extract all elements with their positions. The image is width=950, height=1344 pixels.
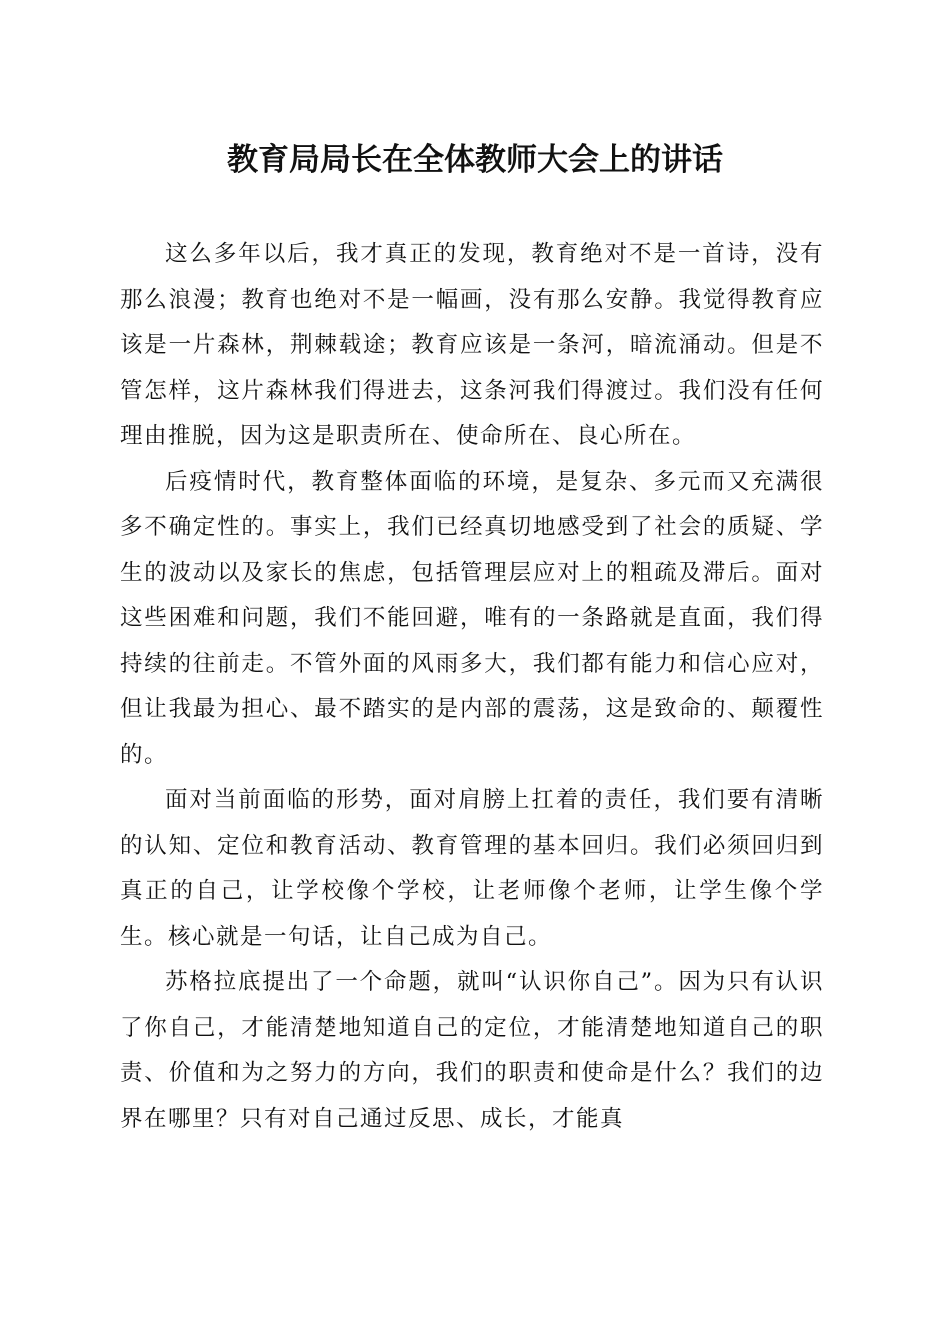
paragraph-2: 后疫情时代，教育整体面临的环境，是复杂、多元而又充满很多不确定性的。事实上，我们已经真切地感受到了社会的质疑、学生的波动以及家长的焦虑，包括管理层应对上的粗疏及滞后。面对这些困难和问题，我们不能回避，唯有的一条路就是直面，我们得持续的往前走。不管外面的风雨多大，我们都有能力和信心应对，但让我最为担心、最不踏实的是内部的震荡，这是致命的、颠覆性的。 — [120, 468, 824, 768]
paragraph-1: 这么多年以后，我才真正的发现，教育绝对不是一首诗，没有那么浪漫；教育也绝对不是一幅画，没有那么安静。我觉得教育应该是一片森林，荆棘载途；教育应该是一条河，暗流涌动。但是不管怎样，这片森林我们得进去，这条河我们得渡过。我们没有任何理由推脱，因为这是职责所在、使命所在、良心所在。 — [120, 241, 824, 449]
document-title: 教育局局长在全体教师大会上的讲话 — [227, 142, 723, 178]
paragraph-4: 苏格拉底提出了一个命题，就叫“认识你自己”。因为只有认识了你自己，才能清楚地知道自己的定位，才能清楚地知道自己的职责、价值和为之努力的方向，我们的职责和使命是什么？我们的边界在哪里？只有对自己通过反思、成长，才能真 — [120, 969, 824, 1132]
paragraph-3: 面对当前面临的形势，面对肩膀上扛着的责任，我们要有清晰的认知、定位和教育活动、教育管理的基本回归。我们必须回归到真正的自己，让学校像个学校，让老师像个老师，让学生像个学生。核心就是一句话，让自己成为自己。 — [120, 787, 824, 950]
document-body — [120, 232, 824, 1142]
